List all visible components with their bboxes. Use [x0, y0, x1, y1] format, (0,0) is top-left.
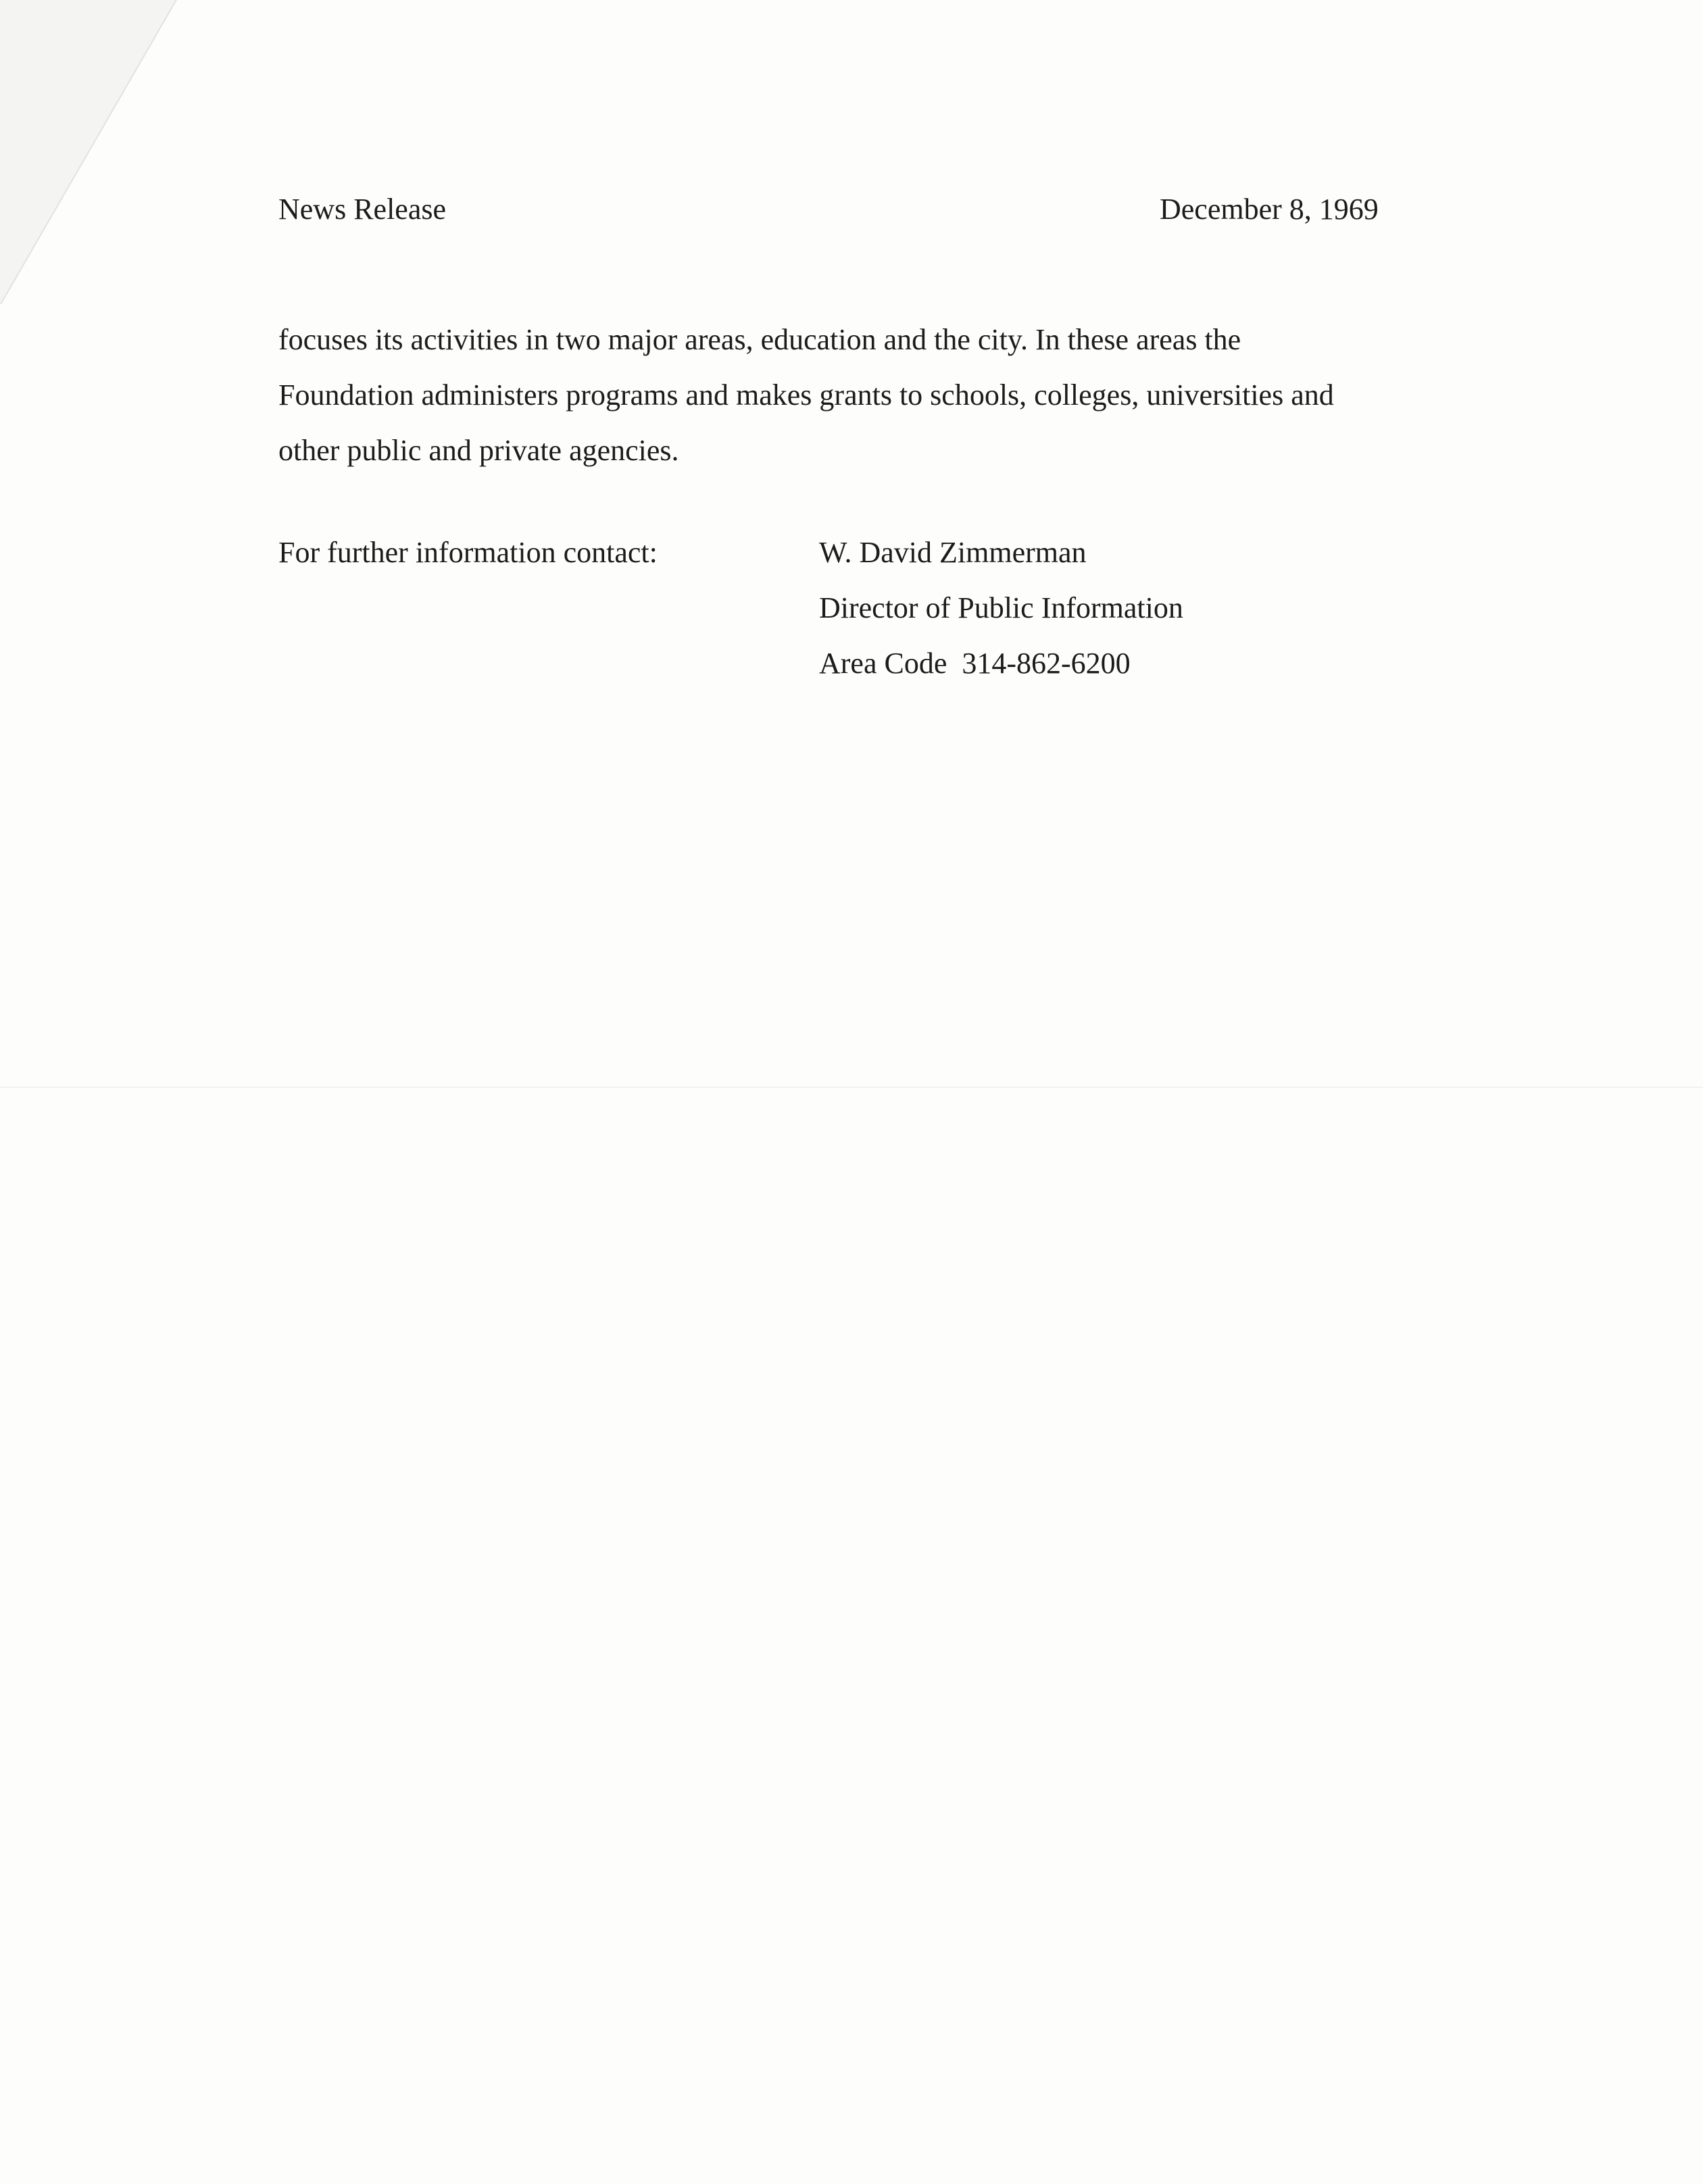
release-date: December 8, 1969 — [1160, 193, 1379, 226]
body-line: other public and private agencies. — [278, 434, 679, 467]
contact-label: For further information contact: — [278, 536, 658, 569]
paper-fold-line — [0, 1087, 1703, 1088]
body-line: Foundation administers programs and makes grants to schools, colleges, universities and — [278, 378, 1334, 412]
body-paragraph — [278, 312, 1481, 478]
release-label: News Release — [278, 193, 447, 226]
body-line: focuses its activities in two major areas, education and the city. In these areas the — [278, 323, 1241, 356]
contact-name: W. David Zimmerman — [819, 536, 1087, 569]
contact-title: Director of Public Information — [819, 591, 1183, 624]
contact-phone: Area Code 314-862-6200 — [819, 647, 1131, 680]
contact-block — [819, 525, 1183, 691]
